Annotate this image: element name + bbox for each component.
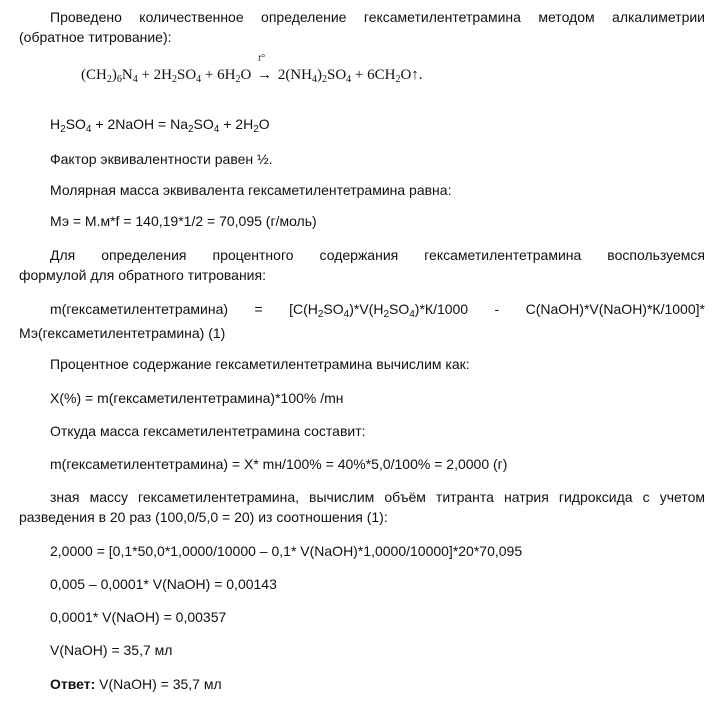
calculation-step-4: V(NaOH) = 35,7 мл bbox=[50, 642, 173, 658]
answer-value: V(NaOH) = 35,7 мл bbox=[95, 676, 222, 692]
answer bbox=[50, 675, 705, 693]
mass-intro: Откуда масса гексаметилентетрамина составит: bbox=[50, 423, 366, 439]
answer-label: Ответ: bbox=[50, 676, 96, 692]
calculation-step-2: 0,005 – 0,0001* V(NaOH) = 0,00143 bbox=[50, 576, 277, 592]
intro-paragraph-line2: (обратное титрование): bbox=[19, 29, 172, 45]
neutralization-equation: $H_2SO_4$ + 2NaOH = $Na_2SO_4 + 2H_2O$ bbox=[50, 116, 270, 135]
equivalence-factor: Фактор эквивалентности равен ½. bbox=[50, 151, 273, 167]
intro-paragraph-line1: Проведено количественное определение гексаметилентетрамина методом алкалиметрии bbox=[50, 9, 705, 25]
molar-mass-equation: Мэ = М.м*f = 140,19*1/2 = 70,095 (г/моль) bbox=[50, 213, 317, 229]
calculation-step-3: 0,0001* V(NaOH) = 0,00357 bbox=[50, 609, 227, 625]
titrant-paragraph-line1: зная массу гексаметилентетрамина, вычислим объём титранта натрия гидроксида с учетом bbox=[50, 489, 705, 505]
molar-mass-intro: Молярная масса эквивалента гексаметилентетрамина равна: bbox=[50, 182, 452, 198]
mass-equation: m(гексаметилентетрамина) = X* mн/100% = 40%*5,0/100% = 2,0000 (г) bbox=[50, 456, 508, 472]
percent-equation: X(%) = m(гексаметилентетрамина)*100% /mн bbox=[50, 390, 344, 406]
percent-intro: Процентное содержание гексаметилентетрамина вычислим как: bbox=[50, 356, 470, 372]
back-titration-formula bbox=[19, 300, 705, 342]
method-paragraph-line2: формулой для обратного титрования: bbox=[19, 267, 266, 283]
method-paragraph-line1: Для определения процентного содержания гексаметилентетрамина воспользуемся bbox=[50, 247, 705, 263]
formula-line1: m(гексаметилентетрамина) = [$C(H_2SO_4)*V(H_2SO_4)*К/1000$ - C(NaOH)*V(NaOH)*К/1000]* bbox=[50, 301, 705, 320]
titrant-paragraph-line2: разведения в 20 раз (100,0/5,0 = 20) из соотношения (1): bbox=[19, 509, 388, 525]
reaction-equation: $(CH_2)_6N_4 + 2H_2SO_4 + 6H_2O$ t° → $2(NH_4)_2SO_4$ + $6CH_2O↑$. bbox=[81, 53, 423, 85]
reaction-arrow: t° → bbox=[257, 53, 273, 83]
formula-line2: Мэ(гексаметилентетрамина) (1) bbox=[19, 325, 226, 341]
calculation-step-1: 2,0000 = [0,1*50,0*1,0000/10000 – 0,1* V(NaOH)*1,0000/10000]*20*70,095 bbox=[50, 543, 523, 559]
